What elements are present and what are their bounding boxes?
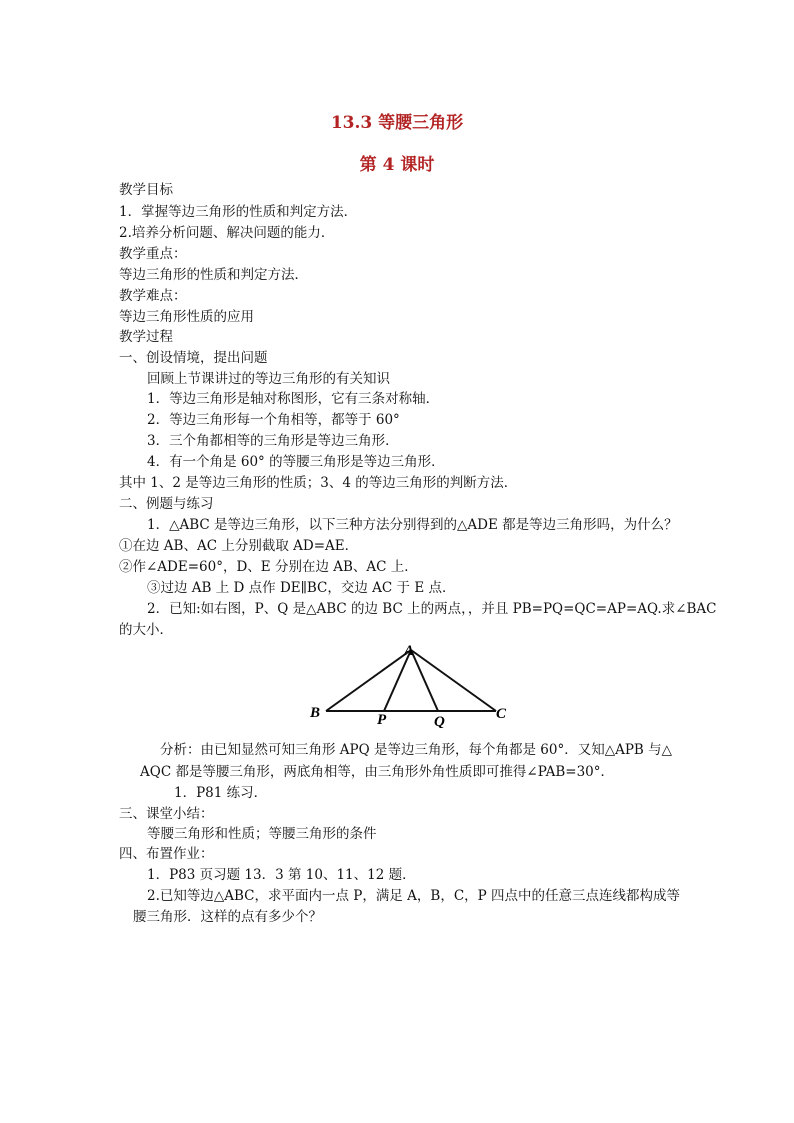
text-line: 2.培养分析问题、解决问题的能力． <box>119 225 335 241</box>
triangle-figure <box>300 638 530 728</box>
text-line: 教学过程 <box>119 329 173 345</box>
text-line: 3．三个角都相等的三角形是等边三角形． <box>147 433 399 449</box>
label-c: C <box>496 706 507 722</box>
text-line: 腰三角形．这样的点有多少个？ <box>133 909 322 925</box>
text-line: 4．有一个角是 60° 的等腰三角形是等边三角形． <box>147 454 445 470</box>
text-line: ②作∠ADE=60°，D、E 分别在边 AB、AC 上． <box>119 559 418 575</box>
text-line: 回顾上节课讲过的等边三角形的有关知识 <box>147 371 390 387</box>
text-line: 的大小． <box>119 622 173 638</box>
text-line: 三、课堂小结： <box>119 806 214 822</box>
text-line: 等腰三角形和性质；等腰三角形的条件 <box>147 826 377 842</box>
text-line: 教学重点： <box>119 246 187 262</box>
text-line: 2.已知等边△ABC，求平面内一点 P，满足 A，B，C，P 四点中的任意三点连线都构成等 <box>147 888 681 904</box>
label-b: B <box>310 705 321 721</box>
text-line: 2．已知:如右图，P、Q 是△ABC 的边 BC 上的两点，，并且 PB=PQ=QC=AP=AQ.求∠BAC <box>147 601 717 617</box>
text-line: 分析：由已知显然可知三角形 APQ 是等边三角形，每个角都是 60°．又知△APB 与△ <box>160 742 673 758</box>
text-line: 等边三角形的性质和判定方法． <box>119 267 308 283</box>
text-line: 一、创设情境，提出问题 <box>119 350 268 366</box>
label-a: A <box>404 643 415 659</box>
document-subtitle: 第 4 课时 <box>359 155 435 175</box>
text-line: 教学难点： <box>119 288 187 304</box>
text-line: 2．等边三角形每一个角相等，都等于 60° <box>147 412 400 428</box>
text-line: 等边三角形性质的应用 <box>119 309 254 325</box>
text-line: ①在边 AB、AC 上分别截取 AD=AE． <box>119 538 359 554</box>
document-title: 13.3 等腰三角形 <box>330 113 464 133</box>
text-line: 1．△ABC 是等边三角形，以下三种方法分别得到的△ADE 都是等边三角形吗，为什么？ <box>147 517 678 533</box>
text-line: ③过边 AB 上 D 点作 DE∥BC，交边 AC 于 E 点． <box>147 580 456 596</box>
text-line: 1．掌握等边三角形的性质和判定方法． <box>119 204 358 220</box>
text-line: 1．P83 页习题 13．3 第 10、11、12 题． <box>147 867 416 883</box>
label-q: Q <box>434 714 445 728</box>
text-line: 其中 1、2 是等边三角形的性质；3、4 的等边三角形的判断方法． <box>119 475 518 491</box>
text-line: 四、布置作业： <box>119 846 214 862</box>
text-line: 1．P81 练习． <box>174 785 268 801</box>
label-p: P <box>377 712 387 728</box>
text-line: AQC 都是等腰三角形，两底角相等，由三角形外角性质即可推得∠PAB=30°． <box>140 764 615 780</box>
text-line: 教学目标 <box>119 182 173 198</box>
text-line: 二、例题与练习 <box>119 496 214 512</box>
text-line: 1．等边三角形是轴对称图形，它有三条对称轴． <box>147 391 440 407</box>
